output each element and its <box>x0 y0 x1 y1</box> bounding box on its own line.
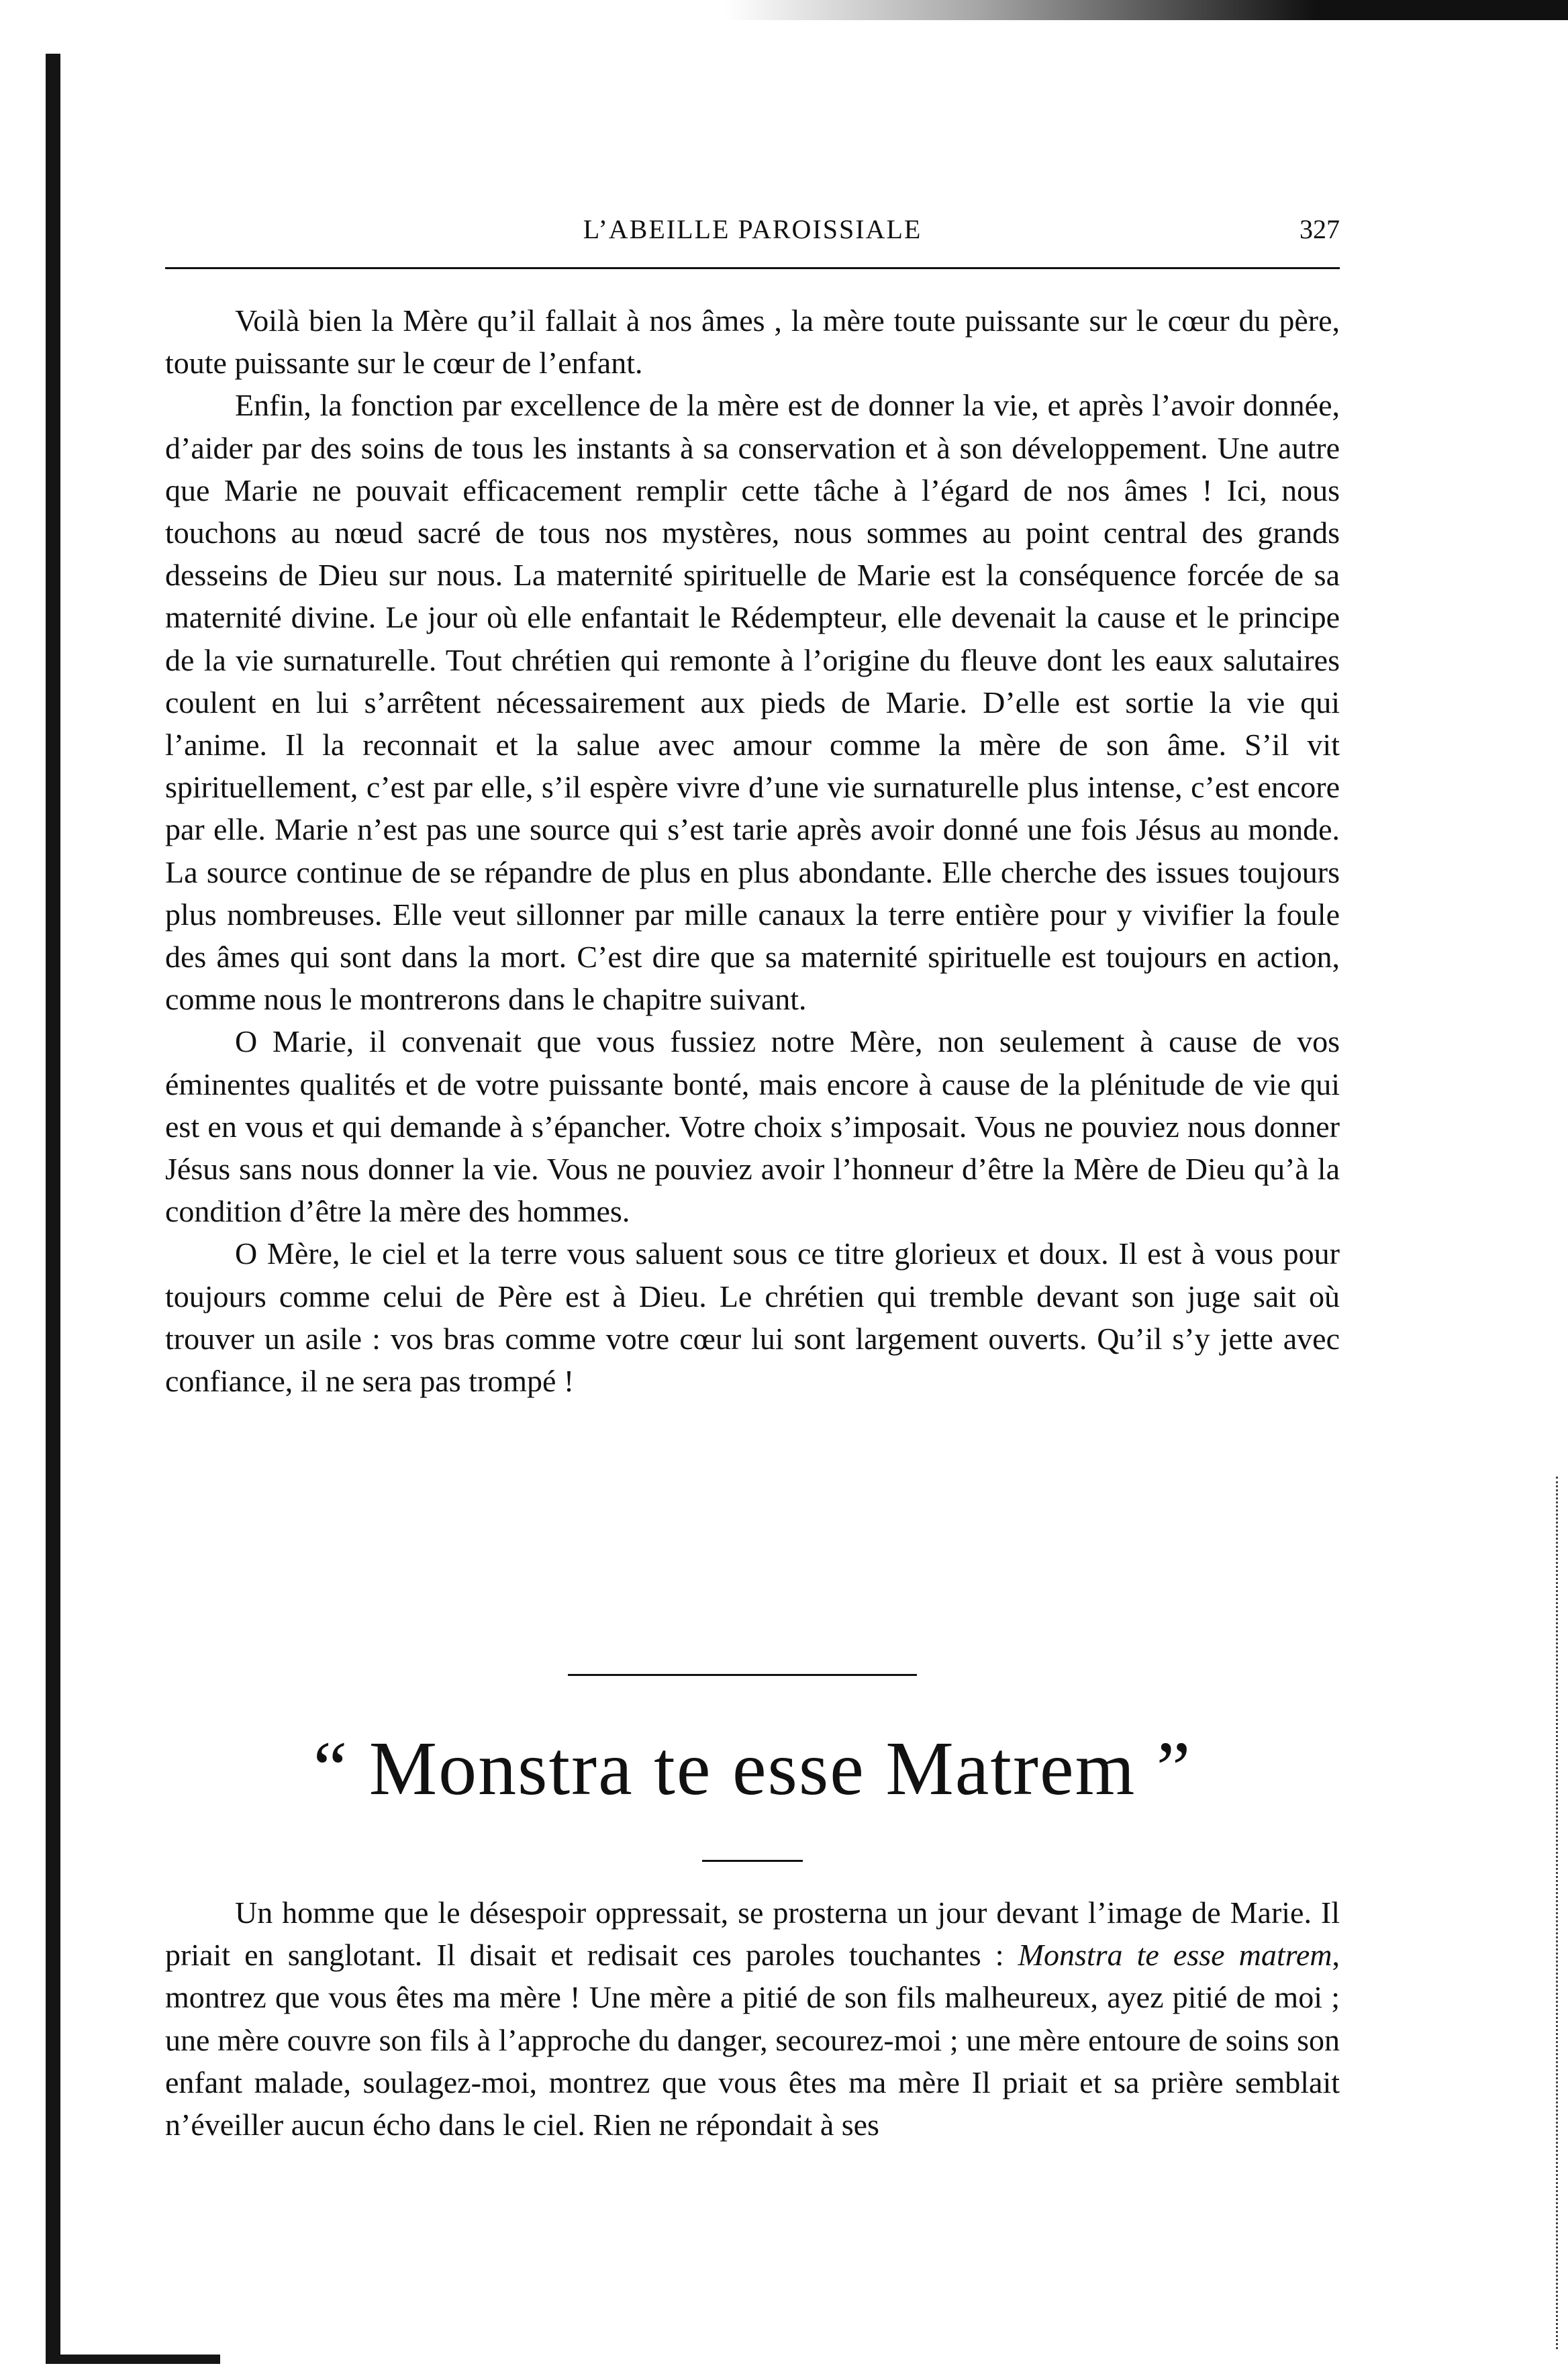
scan-top-edge <box>725 0 1568 20</box>
scan-left-border <box>46 54 60 2363</box>
header-rule <box>165 267 1340 269</box>
main-text <box>165 299 1340 1402</box>
section-paragraph-start: Un homme que le désespoir oppressait, se prosterna un jour devant l’image de Marie. Il priait en sanglotant. Il disait et redisait ces paroles touchantes : <box>165 1895 1340 1973</box>
paragraph-3: O Marie, il convenait que vous fussiez notre Mère, non seulement à cause de vos éminentes qualités et de votre puissante bonté, mais encore à cause de la plénitude de vie qui est en vous et qui demande à s’épancher. Votre choix s’imposait. Vous ne pouviez nous donner Jésus sans nous donner la vie. Vous ne pouviez avoir l’honneur d’être la Mère de Dieu qu’à la condition d’être la mère des hommes. <box>165 1024 1340 1229</box>
latin-quote: Monstra te esse matrem <box>1018 1938 1332 1973</box>
scan-bottom-border <box>46 2355 220 2364</box>
paragraph-2: Enfin, la fonction par excellence de la mère est de donner la vie, et après l’avoir donnée, d’aider par des soins de tous les instants à sa conservation et à son développement. Une autre que Marie ne pouvait efficacement remplir cette tâche à l’égard de nos âmes ! Ici, nous touchons au nœud sacré de tous nos mystères, nous sommes au point central des grands desseins de Dieu sur nous. La maternité spirituelle de Marie est la conséquence forcée de sa maternité divine. Le jour où elle enfantait le Rédempteur, elle devenait la cause et le principe de la vie surnaturelle. Tout chrétien qui remonte à l’origine du fleuve dont les eaux salutaires coulent en lui s’arrêtent nécessairement aux pieds de Marie. D’elle est sortie la vie qui l’anime. Il la reconnait et la salue avec amour comme la mère de son âme. S’il vit spirituellement, c’est par elle, s’il espère vivre d’une vie surnaturelle plus intense, c’est encore par elle. Marie n’est pas une source qui s’est tarie après avoir donné une fois Jésus au monde. La source continue de se répandre de plus en plus abondante. Elle cherche des issues toujours plus nombreuses. Elle veut sillonner par mille canaux la terre entière pour y vivifier la foule des âmes qui sont dans la mort. C’est dire que sa maternité spirituelle est toujours en action, comme nous le montrerons dans le chapitre suivant. <box>165 388 1340 1017</box>
running-head <box>165 213 1340 254</box>
section-title: “ Monstra te esse Matrem ” <box>313 1726 1192 1811</box>
section-paragraph-end: , montrez que vous êtes ma mère ! Une mère a pitié de son fils malheureux, ayez pitié de moi ; une mère couvre son fils à l’approche du danger, secourez-moi ; une mère entoure de soins son enfant malade, soulagez-moi, montrez que vous êtes ma mère Il priait et sa prière semblait n’éveiller aucun écho dans le ciel. Rien ne répondait à ses <box>165 1938 1340 2142</box>
section-separator-rule <box>568 1674 917 1676</box>
section-text <box>165 1891 1340 2146</box>
title-underline-rule <box>702 1860 803 1862</box>
paragraph-1: Voilà bien la Mère qu’il fallait à nos âmes , la mère toute puissante sur le cœur du père, toute puissante sur le cœur de l’enfant. <box>165 303 1340 381</box>
running-title: L’ABEILLE PAROISSIALE <box>583 214 922 244</box>
paragraph-4: O Mère, le ciel et la terre vous saluent sous ce titre glorieux et doux. Il est à vous pour toujours comme celui de Père est à Dieu. Le chrétien qui tremble devant son juge sait où trouver un asile : vos bras comme votre cœur lui sont largement ouverts. Qu’il s’y jette avec confiance, il ne sera pas trompé ! <box>165 1236 1340 1399</box>
section-paragraph <box>165 1891 1340 2146</box>
scan-right-edge <box>1556 1477 1560 2349</box>
page-number: 327 <box>1300 214 1340 244</box>
